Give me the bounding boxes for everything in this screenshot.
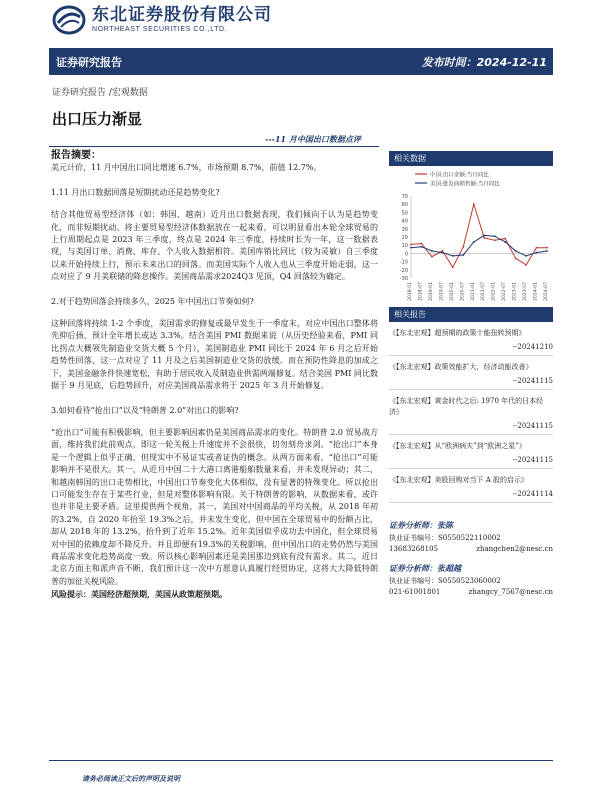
x-tick-label: 2018-07: [418, 282, 424, 301]
report-body: [49, 148, 380, 601]
analyst-1-email[interactable]: zhangchen2@nesc.cn: [476, 545, 553, 553]
company-name-en: NORTHEAST SECURITIES CO.,LTD.: [92, 26, 228, 33]
y-tick-label: -10: [399, 259, 408, 266]
title-divider: [49, 146, 379, 147]
intro-paragraph: 美元计价，11 月中国出口同比增速 6.7%，市场预期 8.7%，前值 12.7%。: [51, 163, 322, 173]
analyst-block: [389, 520, 553, 555]
y-tick-label: -20: [399, 267, 408, 274]
data-point: [452, 266, 454, 268]
data-point: [483, 234, 485, 236]
data-point: [441, 252, 443, 254]
summary-heading: 报告摘要：: [51, 150, 101, 161]
page-subtitle: ---11 月中国出口数据点评: [265, 134, 361, 144]
related-reports-list: [389, 328, 553, 503]
data-point: [431, 250, 433, 252]
related-report-title[interactable]: 《【东北宏观】超预期的政策十能扭转预期》: [389, 329, 526, 337]
data-point: [494, 235, 496, 237]
data-point: [410, 247, 412, 249]
data-point: [546, 247, 548, 249]
data-point: [421, 243, 423, 245]
question-3: 3.如何看待“抢出口”以及“特朗普 2.0”对出口的影响?: [51, 405, 239, 415]
related-separator: [389, 389, 553, 390]
question-1: 1.11 月出口数据回落是短期扰动还是趋势变化?: [51, 187, 220, 197]
logo-icon: [52, 5, 86, 35]
analyst-1-name: 证券分析师：张陈: [389, 520, 453, 530]
x-tick-label: 2019-07: [439, 282, 445, 301]
page-title: 出口压力渐显: [52, 110, 143, 128]
related-separator: [389, 468, 553, 469]
sidebar: [389, 151, 553, 503]
analyst-2-email[interactable]: zhangcy_7567@nesc.cn: [468, 588, 553, 596]
answer-1: 结合其他贸易型经济体（如：韩国、越南）近月出口数据表现，我们倾向于认为是趋势变化，而非短期扰动。将主要贸易型经济体数据放在一起来看，可以明显看出本轮全球贸易的上行周期起点是 2023 年三季度，终点是 2024 年三季度，持续时长为一年，这一数据表现，与美国订单、消费、库存、个人收入数据相符。美国库销比同比（较为灵敏）自三季度以来开始持续上行，预示未来出口的回落。而美国实际个人收入也从三季度开始走弱，这一点对应了 9 月美联储的降息操作。美国商品需求2024Q3 见顶，Q4 回落较为确定。: [51, 210, 378, 282]
related-report-title[interactable]: 《【东北宏观】政策效能扩大，经济动能改善》: [389, 363, 533, 371]
data-point: [504, 238, 506, 240]
x-tick-label: 2020-07: [460, 282, 466, 301]
legend-label: 美国:批发商销售额:当月同比: [430, 181, 500, 188]
data-point: [525, 264, 527, 266]
related-separator: [389, 502, 553, 503]
publish-date: 发布时间：2024-12-11: [421, 55, 547, 69]
data-section-tag: 相关数据: [389, 151, 553, 166]
data-point: [546, 250, 548, 252]
y-tick-label: 50: [401, 210, 408, 217]
related-separator: [389, 434, 553, 435]
data-point: [536, 252, 538, 254]
x-tick-label: 2022-07: [502, 282, 508, 301]
x-tick-label: 2020-01: [449, 282, 455, 301]
answer-2: 这种回落将持续 1-2 个季度，美国需求的修复或最早发生于一季度末，对应中国出口整体将先抑后扬，预计全年增长或达 3.3%。结合美国 PMI 数据来说（从历史经验来看，PMI 同比拐点大概领先制造业交货大概 5 个月），美国制造业 PMI 同比于 2024 年 6 月之后开始趋势性回落，这一点对应了 11 月及之后美国制造业交货的放缓。而在预防性降息的加成之下，美国金融条件快速宽松，有助于居民收入及制造业供需两端修复。结合美国 PMI 同比数据于 9 月见底，后趋势回升，对应美国商品需求将于 2025 年 3 月开始修复。: [51, 319, 378, 391]
company-logo: [52, 5, 272, 35]
related-section-tag: 相关报告: [389, 307, 553, 322]
related-report-date: --20241115: [512, 456, 553, 464]
answer-3: “抢出口”可能有积极影响，但主要影响因素仍是美国商品需求的变化。特朗普 2.0 贸易战方面，维持我们此前观点，即这一轮关税上升速度并不会很快，切勿刻舟求剑。“抢出口”本身是一个逻辑上似乎正确，但现实中不易证实或者证伪的概念。从两方面来看，“抢出口”可能影响并不是很大。其一，从近月中国二十大港口离港船舶数量来看，并未发现异动；其二，和越南韩国的出口走势相比，中国出口节奏变化大体相似，没有显著的特殊变化。所以抢出口可能发生存在于某些行业，但是对整体影响有限。关于特朗普的影响，从数据来看，或许也并非是主要矛盾。这里提供两个视角，其一，美国对中国商品的平均关税，从 2018 年初的3.2%，自 2020 年抬至 19.3%之后，并未发生变化，但中国在全球贸易中的份额占比，却从 2018 年的 13.2%，抬升到了近年 15.2%。近年美国似乎成功去中国化，但全球贸易对中国的依赖度却不降反升。并且即便有19.3%的关税影响，但中国出口的走势仍然与美国商品需求变化趋势高度一致。所以核心影响因素还是美国那边到底有没有需求。其二，近日北京方面主和派声音不断，我们预计这一次中方愿意认真履行经贸协定，这将大大降低特朗普的加征关税风险。: [51, 427, 378, 586]
x-tick-label: 2018-01: [408, 282, 413, 301]
x-tick-label: 2021-07: [481, 282, 487, 301]
y-tick-label: 40: [401, 218, 408, 225]
related-report-date: --20241210: [512, 343, 553, 351]
x-tick-label: 2022-01: [491, 282, 497, 301]
series-line: [411, 204, 547, 267]
related-report-title[interactable]: 《【东北宏观】从“欧洲病夫”到“欧洲之星”》: [389, 442, 526, 450]
breadcrumb: 证券研究报告 /宏观数据: [52, 88, 148, 98]
data-point: [504, 241, 506, 243]
x-tick-label: 2021-01: [470, 282, 476, 301]
y-tick-label: 60: [401, 202, 408, 209]
analyst-2-cert: 执业证书编号：S0550523060002: [389, 577, 501, 585]
company-name-cn: 东北证券股份有限公司: [92, 5, 272, 25]
related-separator: [389, 355, 553, 356]
y-tick-label: 30: [401, 226, 408, 233]
related-report-title[interactable]: 《【东北宏观】美股回购对当下 A 股的启示》: [389, 476, 529, 484]
y-tick-label: 0: [404, 251, 408, 258]
report-type: 证券研究报告: [56, 55, 122, 69]
question-2: 2.对于趋势回落会持续多久，2025 年中国出口节奏如何?: [51, 296, 254, 306]
analyst-block: [389, 563, 553, 598]
y-tick-label: 70: [401, 194, 408, 200]
data-point: [483, 237, 485, 239]
analyst-info: [389, 520, 553, 606]
data-point: [494, 239, 496, 241]
footer-disclaimer[interactable]: 请务必阅读正文后的声明及说明: [82, 774, 180, 783]
y-tick-label: 20: [401, 235, 408, 241]
data-point: [536, 247, 538, 249]
y-tick-label: -30: [399, 276, 408, 282]
data-point: [462, 246, 464, 248]
data-point: [462, 254, 464, 256]
y-tick-label: 10: [401, 243, 408, 250]
x-tick-label: 2023-07: [523, 282, 529, 301]
legend-label: 中国:出口金额:当月同比: [430, 172, 489, 179]
x-tick-label: 2024-01: [533, 282, 539, 301]
data-point: [421, 246, 423, 248]
x-tick-label: 2023-01: [512, 282, 518, 301]
data-point: [441, 250, 443, 252]
x-tick-label: 2019-01: [428, 282, 434, 301]
related-report-title[interactable]: 《【东北宏观】黄金时代之后: 1970 年代的日本经济》: [389, 397, 544, 416]
analyst-1-phone: 13683268105: [389, 545, 438, 553]
data-point: [452, 255, 454, 257]
related-report-date: --20241114: [512, 490, 553, 498]
report-banner: [49, 48, 553, 75]
data-point: [525, 255, 527, 257]
related-report-date: --20241115: [512, 422, 553, 430]
data-point: [431, 256, 433, 258]
data-point: [515, 250, 517, 252]
risk-warning: 风险提示：美国经济超预期，美国从政策超预期。: [51, 589, 227, 600]
analyst-2-phone: 021-61001801: [389, 588, 441, 596]
series-line: [411, 235, 547, 256]
analyst-1-cert: 执业证书编号：S0550522110002: [389, 534, 501, 542]
related-report-date: --20241115: [512, 377, 553, 385]
x-tick-label: 2024-07: [544, 282, 549, 301]
export-line-chart: [389, 166, 553, 301]
data-point: [515, 257, 517, 259]
analyst-2-name: 证券分析师：张超越: [389, 563, 461, 573]
data-point: [410, 243, 412, 245]
chart-container: [389, 166, 553, 301]
data-point: [473, 241, 475, 243]
data-point: [473, 203, 475, 205]
footer-divider: [49, 760, 553, 761]
